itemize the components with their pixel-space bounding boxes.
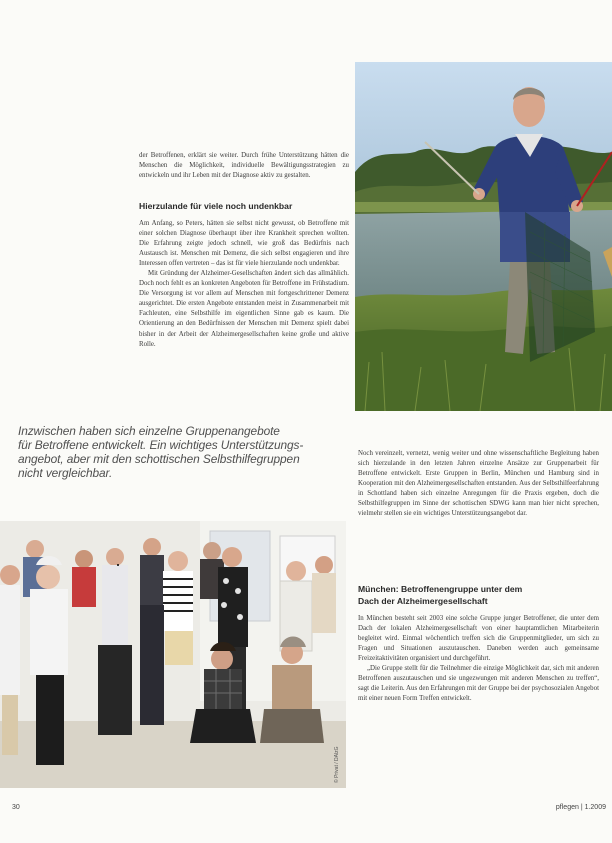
- pull-quote-line-2: für Betroffene entwickelt. Ein wichtiges Unterstützungs-: [18, 438, 304, 453]
- section-heading-undenkbar: Hierzulande für viele noch undenkbar: [139, 201, 293, 211]
- group-photo-image: [0, 521, 346, 788]
- section3-heading-line-1: München: Betroffenengruppe unter dem: [358, 584, 523, 594]
- section2-body: [358, 449, 599, 519]
- section1-body: [139, 219, 349, 350]
- section3-paragraph-2: „Die Gruppe stellt für die Teilnehmer die einzige Möglichkeit dar, sich mit anderen Betroffenen auszutauschen und sie ungezwungen mit anderen Menschen zu treffen“, sagt die Leiterin. Aus den Erfahrungen mit der Gruppe bei der psychosozialen Angebot mit einer neuen Form Treffen entwickelt.: [358, 665, 599, 703]
- intro-paragraph: der Betroffenen, erklärt sie weiter. Durch frühe Unterstützung hätten die Menschen die Möglichkeit, individuelle Bewältigungsstrategien zu entwickeln und ihr Leben mit der Diagnose aktiv zu gestalten.: [139, 152, 349, 180]
- photo-credit-vertical: [333, 746, 340, 783]
- pull-quote-line-3: angebot, aber mit den schottischen Selbsthilfegruppen: [18, 452, 300, 467]
- photo-angler-river: [355, 62, 612, 411]
- section1-paragraph-1: Am Anfang, so Peters, hätten sie selbst nicht gewusst, ob Betroffene mit einer solchen Diagnose überhaupt über ihre Krankheit sprechen wollten. Die Erfahrung zeigte jedoch schnell, wie groß das Bedürfnis nach Austausch ist. Menschen mit Demenz, die sich selbst engagieren und ihre Interessen offen vertreten – das ist für viele hierzulande noch undenkbar.: [139, 220, 349, 268]
- section3-body: [358, 614, 599, 704]
- pull-quote-line-1: Inzwischen haben sich einzelne Gruppenangebote: [18, 424, 280, 438]
- photo-group: [0, 521, 346, 788]
- river-scene-image: [355, 62, 612, 411]
- page-number: 30: [12, 804, 20, 811]
- section2-paragraph: Noch vereinzelt, vernetzt, wenig weiter und ohne wissenschaftliche Begleitung haben sich hierzulande in den letzten Jahren einzelne Ansätze zur Gruppenarbeit für Betroffene entwickelt. Erste Gruppen in Berlin, München und Hamburg sind in Kooperation mit den Alzheimergesellschaften entstanden. Aus der Selbsthilfeerfahrung in Schottland haben sich einzelne Anregungen für die Praxis ergeben, doch die Selbsthilfegruppen im Sinne der schottischen SDWG kann man hier nicht sprechen, vielmehr stellen sie ein wichtiges Unterstützungsangebot dar.: [358, 450, 599, 518]
- section3-heading-line-2: Dach der Alzheimergesellschaft: [358, 595, 488, 606]
- section-heading-muenchen: [358, 584, 599, 607]
- journal-footer: pflegen | 1.2009: [555, 804, 606, 811]
- intro-text: [139, 151, 349, 181]
- pull-quote: [18, 424, 363, 480]
- svg-text:© Privat / DAlzG: © Privat / DAlzG: [334, 746, 340, 783]
- section3-paragraph-1: In München besteht seit 2003 eine solche Gruppe junger Betroffener, die unter dem Dach der lokalen Alzheimergesellschaft von einer hauptamtlichen Mitarbeiterin begleitet wird. Einmal wöchentlich treffen sich die Gruppenmitglieder, um sich zu Fragen und Situationen auszutauschen. Daneben werden auch gemeinsame Freizeitaktivitäten organisiert und durchgeführt.: [358, 615, 599, 663]
- pull-quote-line-4: nicht vergleichbar.: [18, 466, 113, 481]
- section1-paragraph-2: Mit Gründung der Alzheimer-Gesellschaften ändert sich das allmählich. Doch noch fehlt es an konkreten Angeboten für Betroffene im Frühstadium. Die Versorgung ist vor allem auf Menschen mit fortgeschrittener Demenz ausgerichtet. Die ersten Angebote entstanden meist in Zusammenarbeit mit Fachleuten, eine Selbsthilfe im eigentlichen Sinne gab es kaum. Die Orientierung an den Bedürfnissen der Menschen mit Demenz spielt dabei bisher in der Arbeit der Alzheimergesellschaften keine große und aktive Rolle.: [139, 270, 349, 348]
